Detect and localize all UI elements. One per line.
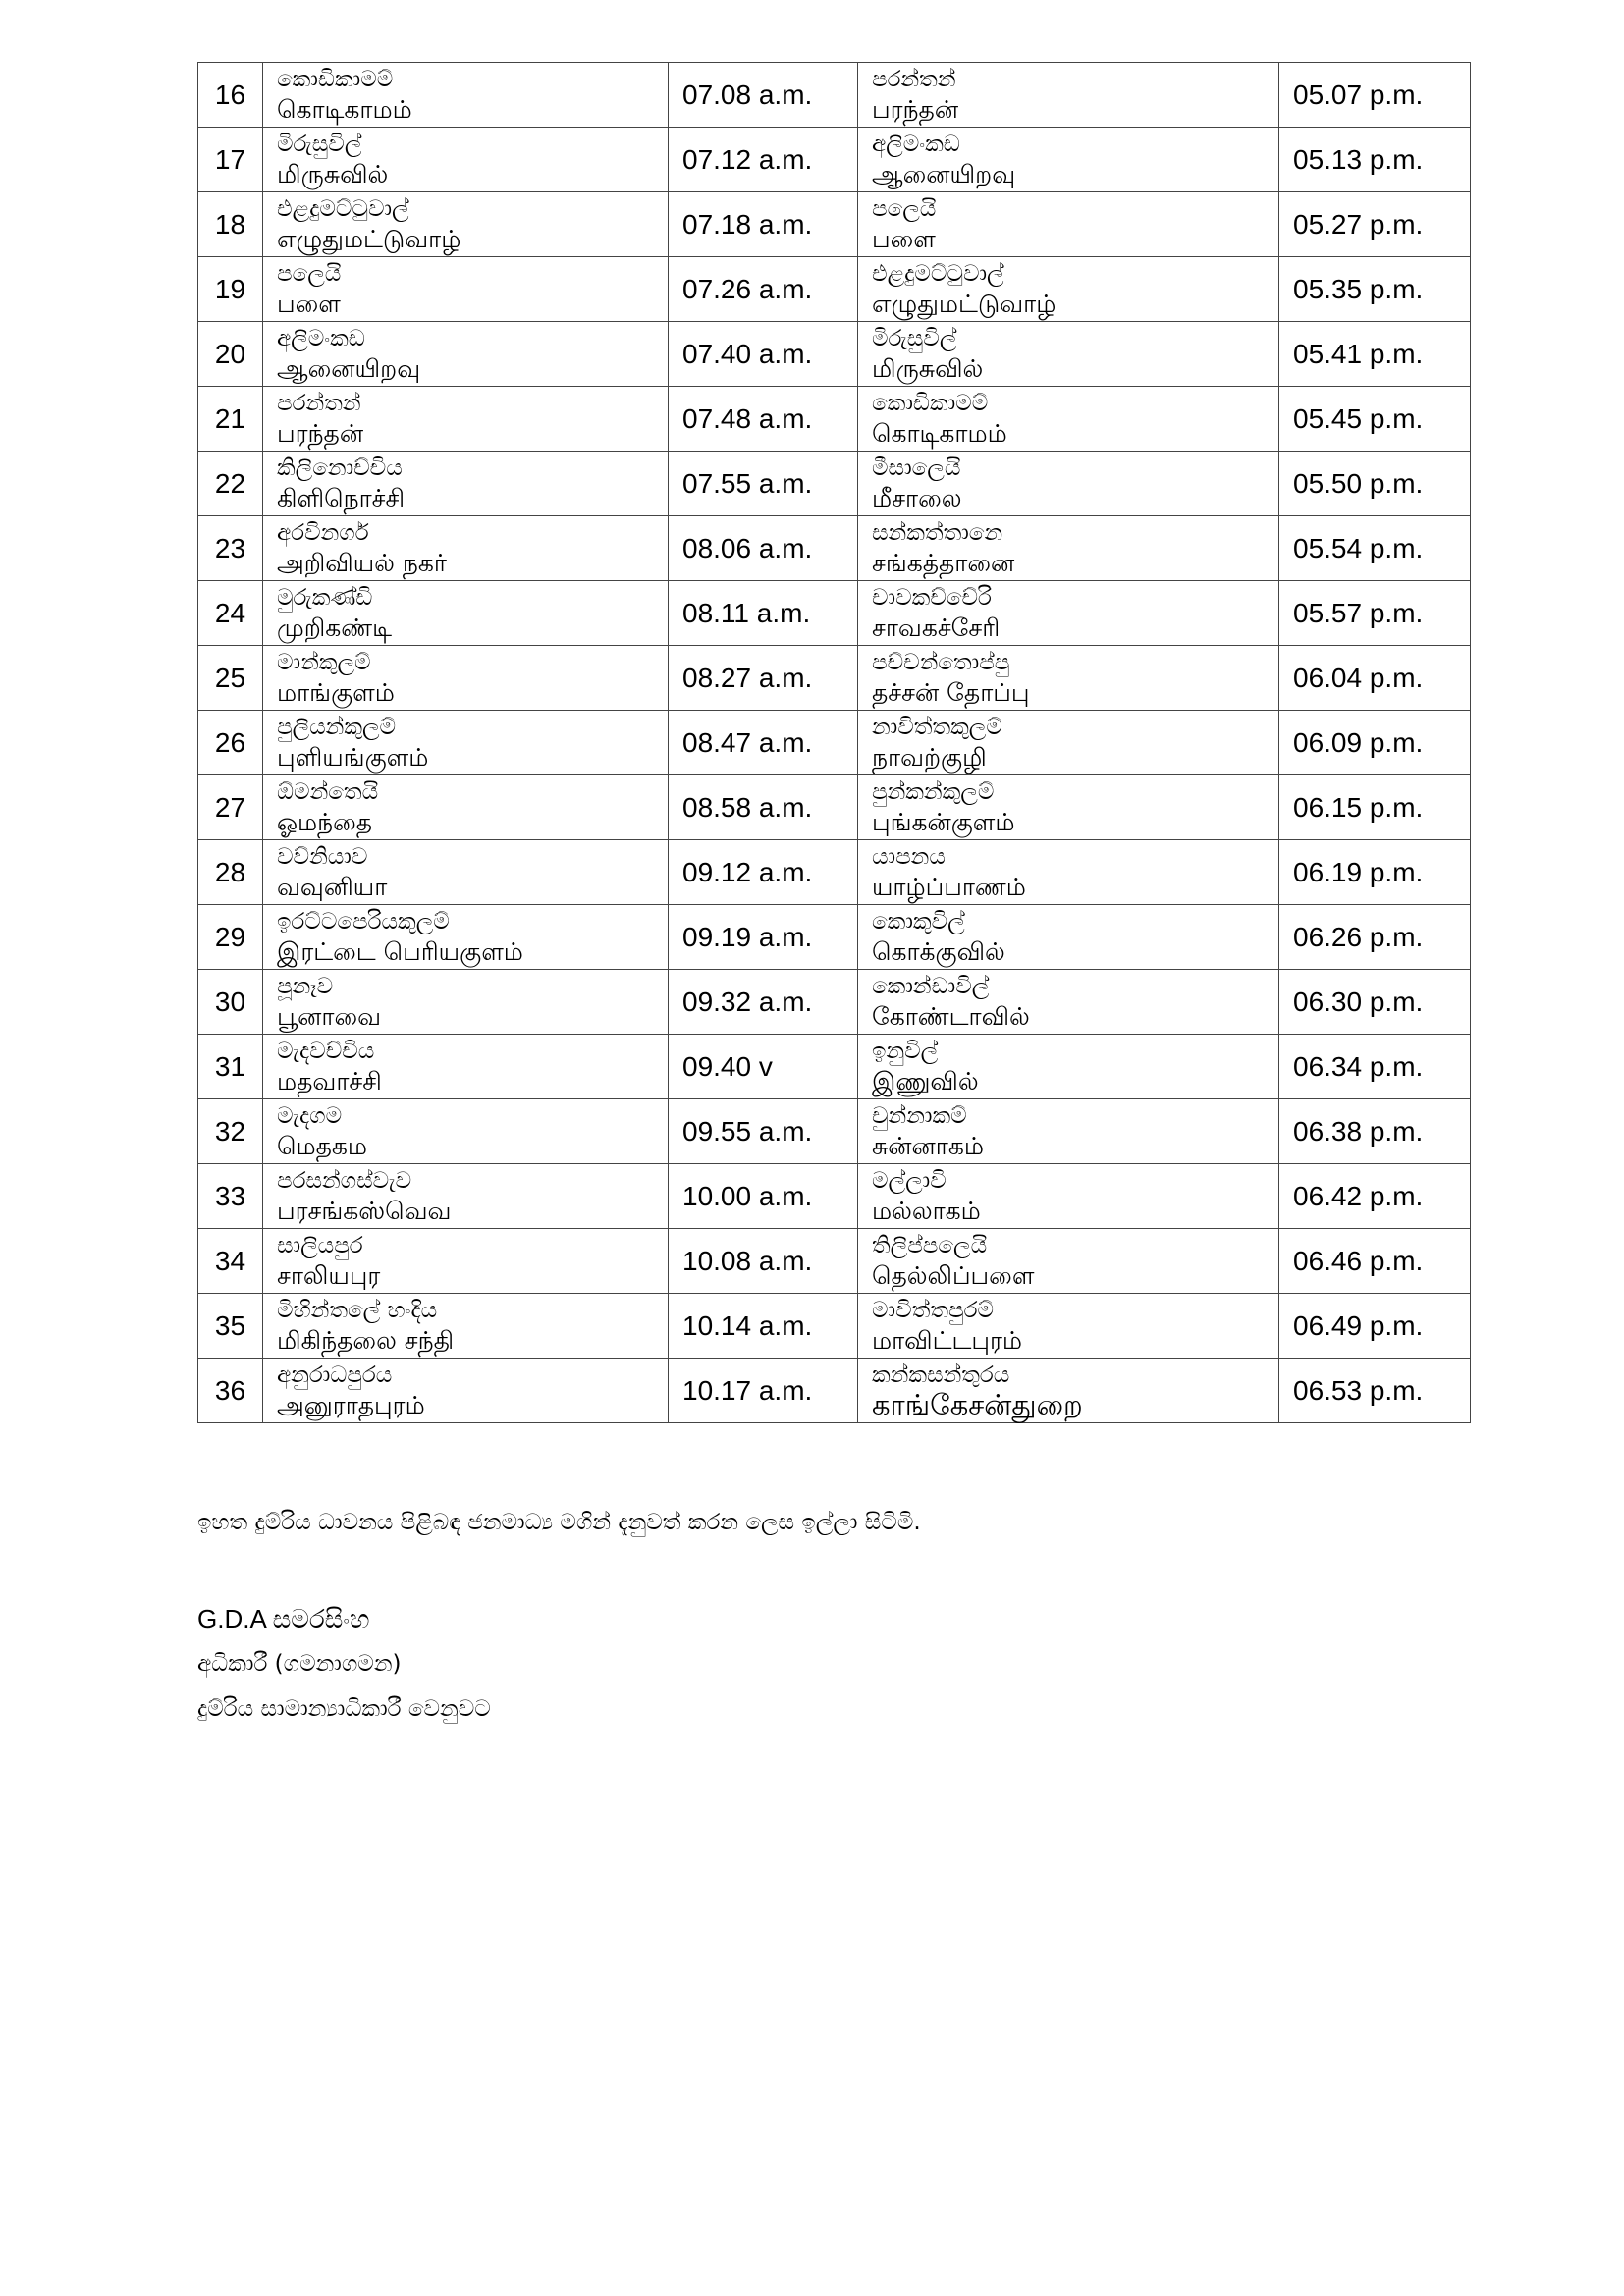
to-station-sinhala: චාවකච්චේරි bbox=[872, 584, 992, 611]
from-station bbox=[263, 646, 669, 711]
from-station-tamil: புளியங்குளம் bbox=[277, 742, 429, 772]
table-row bbox=[198, 128, 1471, 192]
from-station-sinhala: මිහින්තලේ හංදිය bbox=[277, 1297, 438, 1323]
to-station bbox=[858, 711, 1279, 775]
from-station-sinhala: සාලියපුර bbox=[277, 1232, 363, 1258]
to-station-tamil: பளை bbox=[872, 224, 936, 253]
departure-time: 07.40 a.m. bbox=[669, 322, 858, 387]
row-number: 36 bbox=[198, 1359, 263, 1423]
arrival-time: 06.46 p.m. bbox=[1279, 1229, 1471, 1294]
from-station-sinhala: පුලියන්කුලම් bbox=[277, 714, 397, 740]
from-station bbox=[263, 257, 669, 322]
to-station-sinhala: මාවිත්තපුරම් bbox=[872, 1297, 994, 1323]
to-station bbox=[858, 387, 1279, 452]
table-row bbox=[198, 840, 1471, 905]
to-station bbox=[858, 1164, 1279, 1229]
departure-time: 07.18 a.m. bbox=[669, 192, 858, 257]
from-station bbox=[263, 905, 669, 970]
from-station-tamil: கொடிகாமம் bbox=[277, 94, 412, 124]
row-number: 19 bbox=[198, 257, 263, 322]
to-station-sinhala: කොකුවිල් bbox=[872, 908, 965, 934]
signatory-on-behalf: දුම්රිය සාමාන්‍යාධිකාරී වෙනුවට bbox=[197, 1696, 491, 1722]
to-station-tamil: யாழ்ப்பாணம் bbox=[872, 872, 1026, 901]
table-row bbox=[198, 581, 1471, 646]
from-station bbox=[263, 63, 669, 128]
to-station bbox=[858, 646, 1279, 711]
from-station-tamil: பரந்தன் bbox=[277, 418, 364, 448]
departure-time: 09.40 v bbox=[669, 1035, 858, 1099]
to-station-tamil: கொடிகாமம் bbox=[872, 418, 1007, 448]
table-row bbox=[198, 1035, 1471, 1099]
from-station-sinhala: මාන්කුලම් bbox=[277, 649, 371, 675]
from-station-tamil: மெதகம bbox=[277, 1131, 367, 1160]
departure-time: 10.14 a.m. bbox=[669, 1294, 858, 1359]
to-station bbox=[858, 581, 1279, 646]
row-number: 26 bbox=[198, 711, 263, 775]
to-station-sinhala: මිරුසුවිල් bbox=[872, 325, 957, 351]
to-station-tamil: சங்கத்தானை bbox=[872, 548, 1015, 577]
from-station-sinhala: අනුරාධපුරය bbox=[277, 1362, 393, 1388]
table-row bbox=[198, 1099, 1471, 1164]
arrival-time: 06.42 p.m. bbox=[1279, 1164, 1471, 1229]
from-station-sinhala: ඉරට්ටපෙරියකුලම් bbox=[277, 908, 450, 934]
row-number: 33 bbox=[198, 1164, 263, 1229]
to-station-sinhala: යාපනය bbox=[872, 843, 946, 870]
from-station-tamil: வவுனியா bbox=[277, 872, 388, 901]
from-station bbox=[263, 322, 669, 387]
to-station-sinhala: සන්කත්තානෙ bbox=[872, 519, 1003, 546]
arrival-time: 06.04 p.m. bbox=[1279, 646, 1471, 711]
from-station bbox=[263, 711, 669, 775]
row-number: 35 bbox=[198, 1294, 263, 1359]
departure-time: 08.06 a.m. bbox=[669, 516, 858, 581]
from-station-tamil: சாலியபுர bbox=[277, 1260, 381, 1290]
to-station-tamil: தெல்லிப்பளை bbox=[872, 1260, 1035, 1290]
to-station bbox=[858, 63, 1279, 128]
arrival-time: 06.19 p.m. bbox=[1279, 840, 1471, 905]
from-station bbox=[263, 387, 669, 452]
arrival-time: 06.26 p.m. bbox=[1279, 905, 1471, 970]
departure-time: 07.26 a.m. bbox=[669, 257, 858, 322]
to-station-tamil: எழுதுமட்டுவாழ் bbox=[872, 289, 1056, 318]
departure-time: 07.55 a.m. bbox=[669, 452, 858, 516]
arrival-time: 05.45 p.m. bbox=[1279, 387, 1471, 452]
to-station bbox=[858, 257, 1279, 322]
arrival-time: 06.34 p.m. bbox=[1279, 1035, 1471, 1099]
departure-time: 09.12 a.m. bbox=[669, 840, 858, 905]
table-row bbox=[198, 711, 1471, 775]
from-station bbox=[263, 1035, 669, 1099]
to-station-tamil: பரந்தன் bbox=[872, 94, 959, 124]
to-station-sinhala: එළදුමට්ටුවාල් bbox=[872, 260, 1004, 287]
from-station-sinhala: කොඩිකාමම් bbox=[277, 66, 394, 92]
departure-time: 09.55 a.m. bbox=[669, 1099, 858, 1164]
row-number: 31 bbox=[198, 1035, 263, 1099]
row-number: 29 bbox=[198, 905, 263, 970]
departure-time: 07.48 a.m. bbox=[669, 387, 858, 452]
to-station-sinhala: පරන්තන් bbox=[872, 66, 956, 92]
table-row bbox=[198, 387, 1471, 452]
to-station bbox=[858, 452, 1279, 516]
to-station-tamil: ஆனையிறவு bbox=[872, 159, 1016, 188]
to-station-tamil: சாவகச்சேரி bbox=[872, 613, 1001, 642]
from-station-tamil: மதவாச்சி bbox=[277, 1066, 382, 1095]
train-timetable bbox=[197, 62, 1471, 1423]
row-number: 25 bbox=[198, 646, 263, 711]
arrival-time: 05.41 p.m. bbox=[1279, 322, 1471, 387]
table-row bbox=[198, 192, 1471, 257]
from-station-tamil: இரட்டை பெரியகுளம் bbox=[277, 936, 523, 966]
table-row bbox=[198, 646, 1471, 711]
to-station-sinhala: චුන්නාකම් bbox=[872, 1102, 967, 1129]
to-station bbox=[858, 1099, 1279, 1164]
from-station-tamil: முறிகண்டி bbox=[277, 613, 392, 642]
from-station-tamil: கிளிநொச்சி bbox=[277, 483, 406, 512]
from-station-sinhala: මිරුසුවිල් bbox=[277, 131, 362, 157]
table-row bbox=[198, 1229, 1471, 1294]
arrival-time: 06.38 p.m. bbox=[1279, 1099, 1471, 1164]
to-station bbox=[858, 1035, 1279, 1099]
signatory-title: අධිකාරී (ගමනාගමන) bbox=[197, 1651, 402, 1677]
table-row bbox=[198, 257, 1471, 322]
from-station bbox=[263, 452, 669, 516]
from-station-tamil: ஓமந்தை bbox=[277, 807, 373, 836]
to-station-tamil: கோண்டாவில் bbox=[872, 1001, 1030, 1031]
signatory-name: G.D.A සමරසිංහ bbox=[197, 1604, 370, 1633]
arrival-time: 06.49 p.m. bbox=[1279, 1294, 1471, 1359]
row-number: 21 bbox=[198, 387, 263, 452]
row-number: 16 bbox=[198, 63, 263, 128]
arrival-time: 05.50 p.m. bbox=[1279, 452, 1471, 516]
from-station-sinhala: පලෙයි bbox=[277, 260, 342, 287]
to-station-sinhala: නාවිත්තකුලම් bbox=[872, 714, 1002, 740]
to-station-tamil: நாவற்குழி bbox=[872, 742, 987, 772]
to-station-tamil: தச்சன் தோப்பு bbox=[872, 677, 1030, 707]
from-station-sinhala: අරවිනගර් bbox=[277, 519, 369, 546]
from-station-tamil: ஆனையிறவு bbox=[277, 353, 421, 383]
from-station bbox=[263, 1099, 669, 1164]
departure-time: 09.19 a.m. bbox=[669, 905, 858, 970]
table-row bbox=[198, 63, 1471, 128]
arrival-time: 05.35 p.m. bbox=[1279, 257, 1471, 322]
from-station bbox=[263, 581, 669, 646]
row-number: 27 bbox=[198, 775, 263, 840]
departure-time: 08.27 a.m. bbox=[669, 646, 858, 711]
from-station-sinhala: මැදගම bbox=[277, 1102, 343, 1129]
to-station-sinhala: කොඩිකාමම් bbox=[872, 390, 989, 416]
from-station-tamil: அறிவியல் நகர் bbox=[277, 548, 447, 577]
table-row bbox=[198, 1164, 1471, 1229]
to-station-tamil: மாவிட்டபுரம் bbox=[872, 1325, 1023, 1355]
arrival-time: 06.53 p.m. bbox=[1279, 1359, 1471, 1423]
from-station-tamil: மிகிந்தலை சந்தி bbox=[277, 1325, 455, 1355]
from-station-sinhala: අලිමංකඩ bbox=[277, 325, 365, 351]
to-station bbox=[858, 516, 1279, 581]
from-station bbox=[263, 128, 669, 192]
from-station bbox=[263, 1294, 669, 1359]
table-row bbox=[198, 905, 1471, 970]
from-station bbox=[263, 516, 669, 581]
table-row bbox=[198, 775, 1471, 840]
to-station bbox=[858, 970, 1279, 1035]
from-station-sinhala: කිලිනොච්චිය bbox=[277, 454, 403, 481]
table-row bbox=[198, 322, 1471, 387]
to-station-tamil: கொக்குவில் bbox=[872, 936, 1005, 966]
from-station-sinhala: පූනෑව bbox=[277, 973, 334, 999]
arrival-time: 05.54 p.m. bbox=[1279, 516, 1471, 581]
from-station-sinhala: පරන්තන් bbox=[277, 390, 361, 416]
departure-time: 08.11 a.m. bbox=[669, 581, 858, 646]
to-station bbox=[858, 1294, 1279, 1359]
from-station-sinhala: ඕමන්තෙයි bbox=[277, 778, 379, 805]
from-station-tamil: பளை bbox=[277, 289, 341, 318]
from-station-tamil: எழுதுமட்டுவாழ் bbox=[277, 224, 461, 253]
arrival-time: 06.15 p.m. bbox=[1279, 775, 1471, 840]
from-station-tamil: மாங்குளம் bbox=[277, 677, 395, 707]
arrival-time: 05.27 p.m. bbox=[1279, 192, 1471, 257]
row-number: 20 bbox=[198, 322, 263, 387]
arrival-time: 05.13 p.m. bbox=[1279, 128, 1471, 192]
table-row bbox=[198, 516, 1471, 581]
departure-time: 10.08 a.m. bbox=[669, 1229, 858, 1294]
to-station-tamil: சுன்னாகம் bbox=[872, 1131, 984, 1160]
row-number: 17 bbox=[198, 128, 263, 192]
row-number: 18 bbox=[198, 192, 263, 257]
to-station bbox=[858, 1359, 1279, 1423]
table-row bbox=[198, 452, 1471, 516]
from-station-tamil: பரசங்கஸ்வெவ bbox=[277, 1196, 452, 1225]
signature-block bbox=[197, 1596, 491, 1732]
row-number: 32 bbox=[198, 1099, 263, 1164]
from-station-sinhala: පරසන්ගස්වැව bbox=[277, 1167, 412, 1194]
from-station-tamil: பூனாவை bbox=[277, 1001, 382, 1031]
to-station-sinhala: අලිමංකඩ bbox=[872, 131, 960, 157]
arrival-time: 06.30 p.m. bbox=[1279, 970, 1471, 1035]
from-station bbox=[263, 775, 669, 840]
to-station-tamil: இணுவில் bbox=[872, 1066, 979, 1095]
to-station-tamil: மல்லாகம் bbox=[872, 1196, 981, 1225]
to-station bbox=[858, 905, 1279, 970]
from-station-sinhala: මුරුකණ්ඩි bbox=[277, 584, 373, 611]
row-number: 24 bbox=[198, 581, 263, 646]
to-station bbox=[858, 840, 1279, 905]
arrival-time: 06.09 p.m. bbox=[1279, 711, 1471, 775]
to-station-sinhala: ඉනුවිල් bbox=[872, 1038, 939, 1064]
to-station-sinhala: කොන්ඩාවිල් bbox=[872, 973, 990, 999]
to-station-sinhala: පුන්කන්කුලම් bbox=[872, 778, 995, 805]
to-station bbox=[858, 128, 1279, 192]
table-row bbox=[198, 1294, 1471, 1359]
to-station-tamil: மீசாலை bbox=[872, 483, 962, 512]
from-station bbox=[263, 1164, 669, 1229]
from-station-sinhala: එළදුමට්ටුවාල් bbox=[277, 195, 409, 222]
departure-time: 10.17 a.m. bbox=[669, 1359, 858, 1423]
to-station-sinhala: මීසාලෙයි bbox=[872, 454, 961, 481]
arrival-time: 05.57 p.m. bbox=[1279, 581, 1471, 646]
departure-time: 08.58 a.m. bbox=[669, 775, 858, 840]
from-station-tamil: அனுராதபுரம் bbox=[277, 1390, 425, 1419]
from-station bbox=[263, 970, 669, 1035]
row-number: 30 bbox=[198, 970, 263, 1035]
from-station bbox=[263, 192, 669, 257]
arrival-time: 05.07 p.m. bbox=[1279, 63, 1471, 128]
to-station-tamil: புங்கன்குளம் bbox=[872, 807, 1015, 836]
row-number: 22 bbox=[198, 452, 263, 516]
departure-time: 07.08 a.m. bbox=[669, 63, 858, 128]
to-station-sinhala: තිලිප්පලෙයි bbox=[872, 1232, 988, 1258]
to-station-sinhala: පලෙයි bbox=[872, 195, 937, 222]
timetable-body bbox=[198, 63, 1471, 1423]
to-station-sinhala: කන්කසන්තුරය bbox=[872, 1362, 1010, 1388]
to-station bbox=[858, 192, 1279, 257]
to-station bbox=[858, 775, 1279, 840]
departure-time: 07.12 a.m. bbox=[669, 128, 858, 192]
departure-time: 10.00 a.m. bbox=[669, 1164, 858, 1229]
row-number: 28 bbox=[198, 840, 263, 905]
from-station-sinhala: මැදවච්චිය bbox=[277, 1038, 375, 1064]
table-row bbox=[198, 1359, 1471, 1423]
notice-text: ඉහත දුම්රිය ධාවනය පිළිබඳ ජනමාධ්‍ය මගින් දැනුවත් කරන ලෙස ඉල්ලා සිටිමි. bbox=[197, 1510, 921, 1535]
row-number: 34 bbox=[198, 1229, 263, 1294]
to-station-sinhala: පච්චන්තොප්පු bbox=[872, 649, 1010, 675]
row-number: 23 bbox=[198, 516, 263, 581]
to-station-tamil: காங்கேசன்துறை bbox=[872, 1387, 1083, 1421]
to-station-sinhala: මල්ලාවි bbox=[872, 1167, 947, 1194]
table-row bbox=[198, 970, 1471, 1035]
from-station bbox=[263, 840, 669, 905]
to-station bbox=[858, 322, 1279, 387]
from-station-sinhala: වව්නියාව bbox=[277, 843, 368, 870]
departure-time: 09.32 a.m. bbox=[669, 970, 858, 1035]
departure-time: 08.47 a.m. bbox=[669, 711, 858, 775]
to-station bbox=[858, 1229, 1279, 1294]
to-station-tamil: மிருசுவில் bbox=[872, 353, 984, 383]
from-station-tamil: மிருசுவில் bbox=[277, 159, 389, 188]
from-station bbox=[263, 1229, 669, 1294]
from-station bbox=[263, 1359, 669, 1423]
